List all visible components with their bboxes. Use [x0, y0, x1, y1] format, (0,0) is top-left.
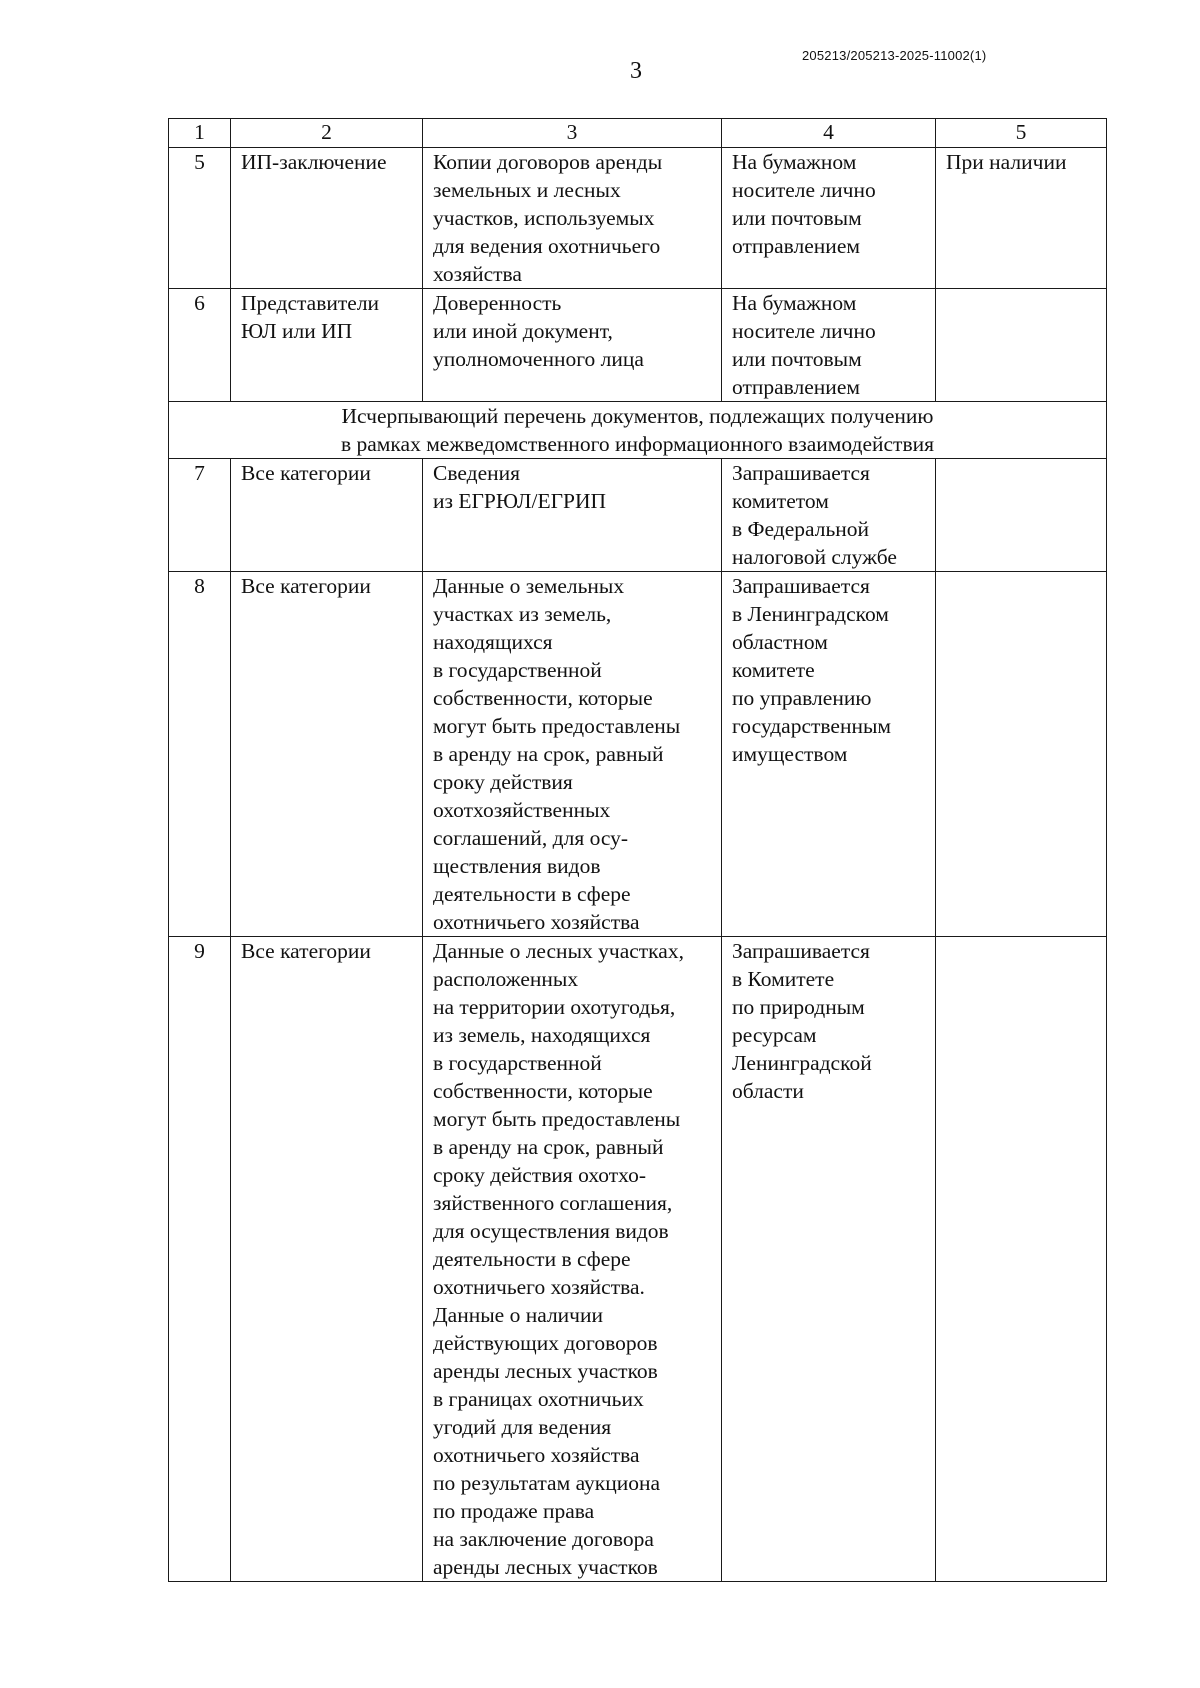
- note: [936, 289, 1107, 402]
- applicant-category: Все категории: [231, 459, 423, 572]
- table-row: [169, 572, 1107, 937]
- submission-method: Запрашивается в Комитете по природным ресурсам Ленинградской области: [722, 937, 936, 1582]
- column-header: 5: [936, 119, 1107, 148]
- submission-method: На бумажном носителе лично или почтовым отправлением: [722, 148, 936, 289]
- column-header: 3: [423, 119, 722, 148]
- table-header-row: [169, 119, 1107, 148]
- row-number: 7: [169, 459, 231, 572]
- applicant-category: ИП-заключение: [231, 148, 423, 289]
- document-description: Копии договоров аренды земельных и лесных участков, используемых для ведения охотничьего хозяйства: [423, 148, 722, 289]
- document-description: Доверенность или иной документ, уполномоченного лица: [423, 289, 722, 402]
- row-number: 9: [169, 937, 231, 1582]
- applicant-category: Все категории: [231, 937, 423, 1582]
- column-header: 2: [231, 119, 423, 148]
- applicant-category: Представители ЮЛ или ИП: [231, 289, 423, 402]
- row-number: 8: [169, 572, 231, 937]
- section-row: [169, 402, 1107, 459]
- applicant-category: Все категории: [231, 572, 423, 937]
- row-number: 5: [169, 148, 231, 289]
- column-header: 4: [722, 119, 936, 148]
- table-row: [169, 289, 1107, 402]
- note: [936, 572, 1107, 937]
- note: При наличии: [936, 148, 1107, 289]
- table-row: [169, 459, 1107, 572]
- document-description: Данные о земельных участках из земель, находящихся в государственной собственности, которые могут быть предоставлены в аренду на срок, равный сроку действия охотхозяйственных соглашений, для осу- ществления видов деятельности в сфере охотничьего хозяйства: [423, 572, 722, 937]
- table-row: [169, 148, 1107, 289]
- document-description: Сведения из ЕГРЮЛ/ЕГРИП: [423, 459, 722, 572]
- page-number: 3: [630, 58, 642, 84]
- submission-method: На бумажном носителе лично или почтовым отправлением: [722, 289, 936, 402]
- table-row: [169, 937, 1107, 1582]
- row-number: 6: [169, 289, 231, 402]
- note: [936, 937, 1107, 1582]
- document-description: Данные о лесных участках, расположенных на территории охотугодья, из земель, находящихся в государственной собственности, которые могут быть предоставлены в аренду на срок, равный сроку действия охотхо- зяйственного соглашения, для осуществления видов деятельности в сфере охотничьего хозяйства. Данные о наличии действующих договоров аренды лесных участков в границах охотничьих угодий для ведения охотничьего хозяйства по результатам аукциона по продаже права на заключение договора аренды лесных участков: [423, 937, 722, 1582]
- documents-table: [168, 118, 1107, 1582]
- note: [936, 459, 1107, 572]
- document-id: 205213/205213-2025-11002(1): [802, 48, 987, 63]
- submission-method: Запрашивается комитетом в Федеральной налоговой службе: [722, 459, 936, 572]
- submission-method: Запрашивается в Ленинградском областном комитете по управлению государственным имуществом: [722, 572, 936, 937]
- section-title: Исчерпывающий перечень документов, подлежащих получению в рамках межведомственного информационного взаимодействия: [169, 402, 1107, 459]
- column-header: 1: [169, 119, 231, 148]
